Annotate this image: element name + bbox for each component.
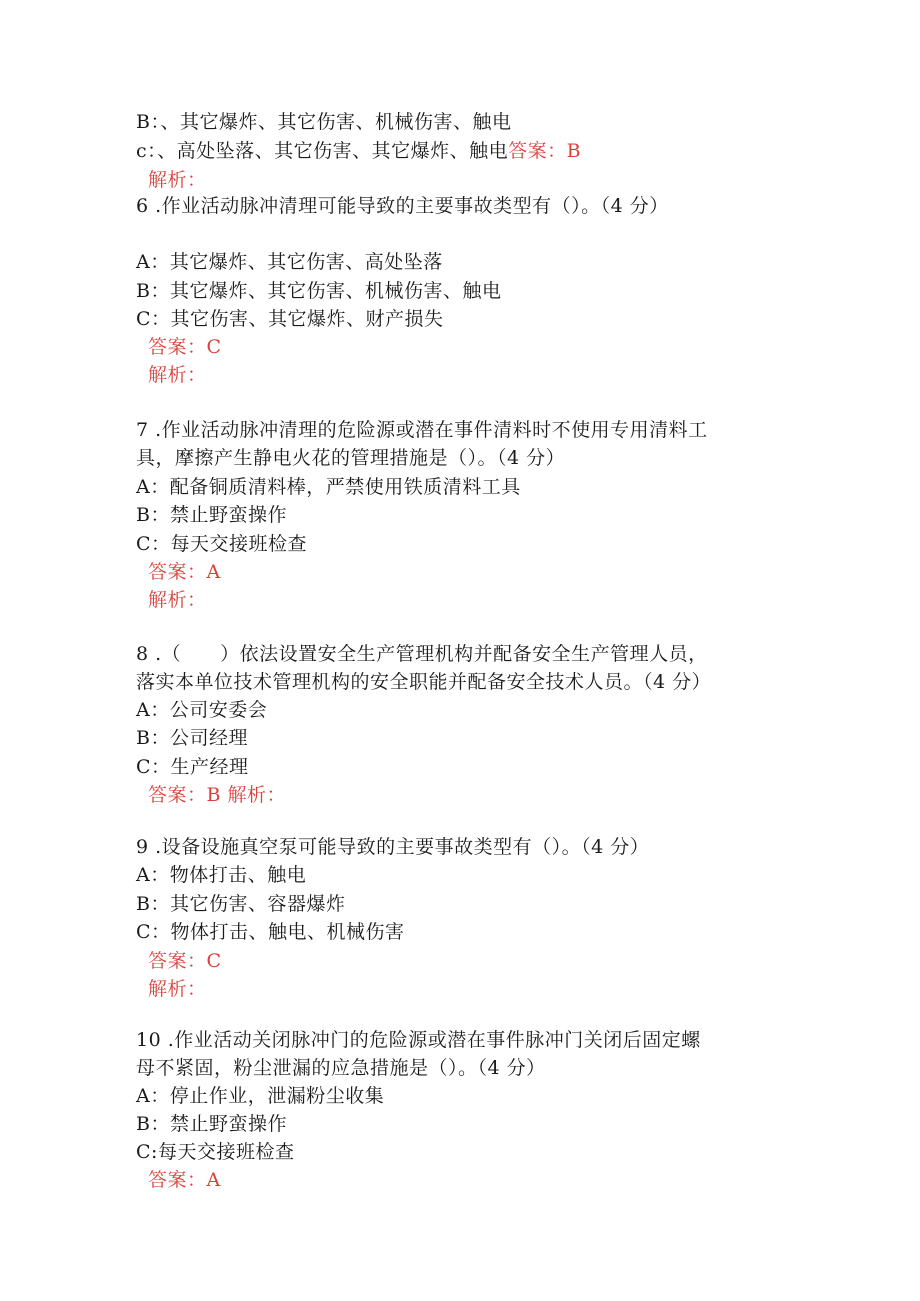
q6-option-c: C：其它伤害、其它爆炸、财产损失	[136, 308, 444, 330]
q9-option-c: C：物体打击、触电、机械伤害	[136, 921, 405, 943]
q10-option-a: A：停止作业，泄漏粉尘收集	[136, 1085, 385, 1107]
q7-stem-line2: 具，摩擦产生静电火花的管理措施是（）。（4 分）	[136, 447, 566, 469]
prev-answer: 答案：B	[508, 140, 582, 162]
q8-option-c: C：生产经理	[136, 756, 249, 778]
q10-stem-line2: 母不紧固，粉尘泄漏的应急措施是（）。（4 分）	[136, 1057, 546, 1079]
q7-stem-line1: 7 .作业活动脉冲清理的危险源或潜在事件清料时不使用专用清料工	[136, 419, 708, 441]
prev-option-c: c：、高处坠落、其它伤害、其它爆炸、触电	[136, 140, 509, 162]
q8-option-b: B：公司经理	[136, 727, 248, 749]
q9-stem: 9 .设备设施真空泵可能导致的主要事故类型有（）。（4 分）	[136, 836, 650, 858]
prev-analysis: 解析：	[148, 169, 207, 191]
q8-answer-analysis: 答案：B 解析：	[148, 784, 287, 806]
q6-option-b: B：其它爆炸、其它伤害、机械伤害、触电	[136, 280, 502, 302]
prev-option-c-row	[136, 139, 581, 163]
q9-answer: 答案：C	[148, 950, 222, 972]
q6-analysis: 解析：	[148, 364, 207, 386]
q10-option-c: C:每天交接班检查	[136, 1141, 295, 1163]
prev-option-b: B：、其它爆炸、其它伤害、机械伤害、触电	[136, 111, 512, 133]
q6-stem: 6 .作业活动脉冲清理可能导致的主要事故类型有（）。（4 分）	[136, 195, 669, 217]
q8-option-a: A：公司安委会	[136, 699, 268, 721]
q9-option-b: B：其它伤害、容器爆炸	[136, 893, 346, 915]
q6-option-a: A：其它爆炸、其它伤害、高处坠落	[136, 251, 443, 273]
q7-analysis: 解析：	[148, 589, 207, 611]
q10-option-b: B：禁止野蛮操作	[136, 1113, 287, 1135]
q8-stem-line1: 8 .（ ）依法设置安全生产管理机构并配备安全生产管理人员，	[136, 643, 708, 665]
q9-analysis: 解析：	[148, 978, 207, 1000]
q7-option-a: A：配备铜质清料棒，严禁使用铁质清料工具	[136, 476, 521, 498]
q9-option-a: A：物体打击、触电	[136, 864, 307, 886]
q7-option-c: C：每天交接班检查	[136, 533, 308, 555]
q6-answer: 答案：C	[148, 336, 222, 358]
q7-answer: 答案：A	[148, 561, 221, 583]
q10-stem-line1: 10 .作业活动关闭脉冲门的危险源或潜在事件脉冲门关闭后固定螺	[136, 1029, 701, 1051]
q8-stem-line2: 落实本单位技术管理机构的安全职能并配备安全技术人员。（4 分）	[136, 671, 712, 693]
q10-answer: 答案：A	[148, 1169, 221, 1191]
q7-option-b: B：禁止野蛮操作	[136, 504, 287, 526]
